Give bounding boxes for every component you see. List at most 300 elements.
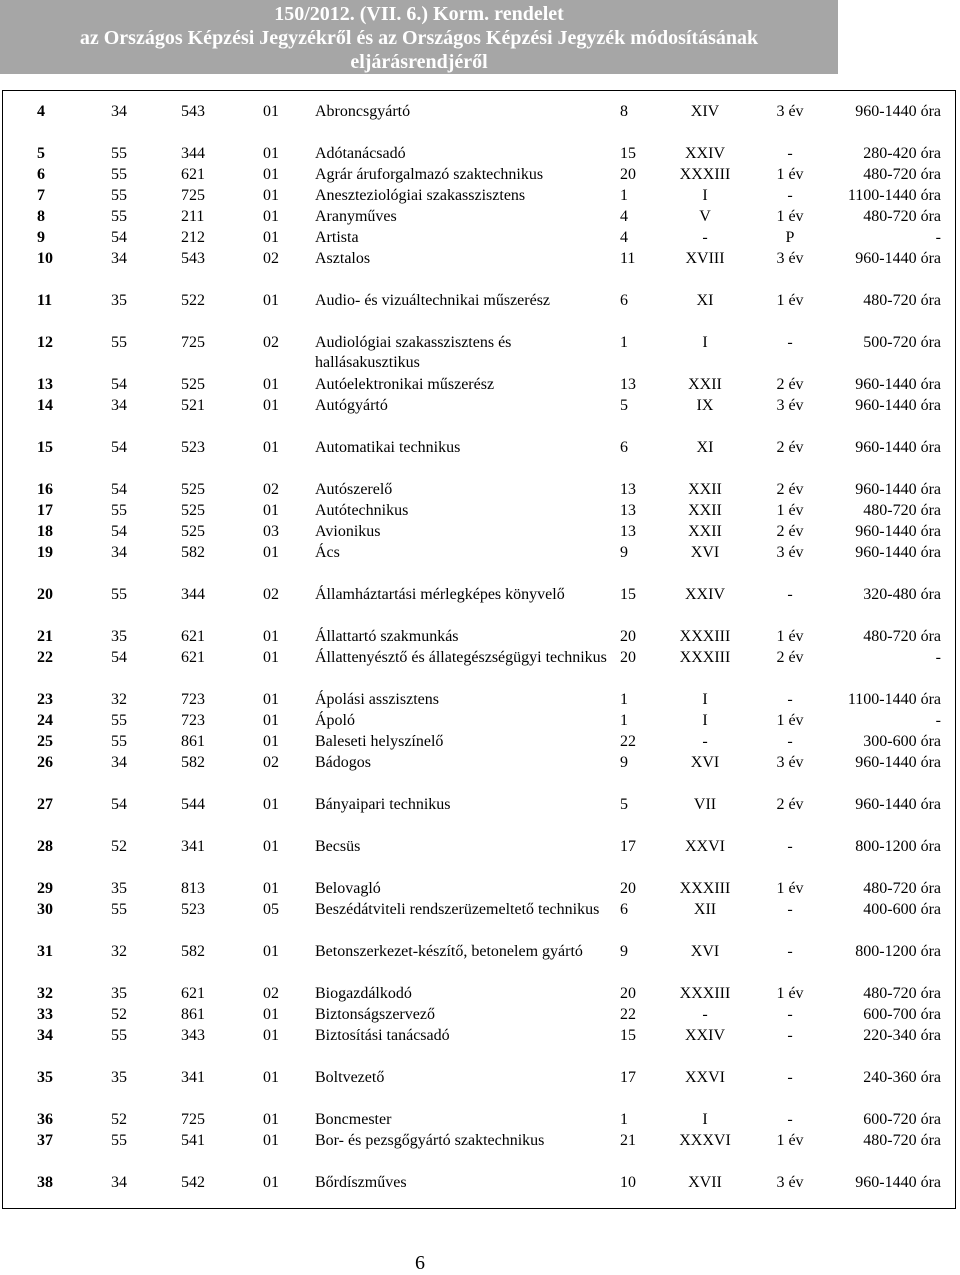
row-number: 12 <box>37 334 53 351</box>
code-part-2: 525 <box>181 481 205 498</box>
duration-cell: 3 év <box>776 754 804 771</box>
hours-cell: - <box>935 649 941 666</box>
code-part-2: 725 <box>181 1111 205 1128</box>
duration-cell: P <box>785 229 795 246</box>
hours-cell: 960-1440 óra <box>855 544 941 561</box>
duration-cell: - <box>787 733 793 750</box>
qualification-name: Agrár áruforgalmazó szaktechnikus <box>315 166 544 183</box>
group-cell: XXXIII <box>679 880 731 897</box>
duration-cell: 3 év <box>776 397 804 414</box>
group-cell: IX <box>696 397 714 414</box>
code-part-3: 01 <box>263 1174 279 1191</box>
level-cell: 20 <box>620 985 636 1002</box>
level-cell: 22 <box>620 1006 636 1023</box>
duration-cell: 1 év <box>776 880 804 897</box>
group-cell: XXII <box>688 376 722 393</box>
duration-cell: 1 év <box>776 292 804 309</box>
code-part-2: 582 <box>181 544 205 561</box>
duration-cell: 2 év <box>776 481 804 498</box>
duration-cell: - <box>787 145 793 162</box>
group-cell: XXIV <box>685 1027 725 1044</box>
qualification-name: Biogazdálkodó <box>315 985 412 1002</box>
group-cell: XXII <box>688 523 722 540</box>
code-part-2: 621 <box>181 628 205 645</box>
row-number: 30 <box>37 901 53 918</box>
code-part-3: 02 <box>263 481 279 498</box>
header-line-3: eljárásrendjéről <box>350 51 488 73</box>
code-part-2: 861 <box>181 733 205 750</box>
code-part-2: 543 <box>181 103 205 120</box>
qualification-name: Asztalos <box>315 250 371 267</box>
code-part-3: 01 <box>263 1006 279 1023</box>
header-line-1: 150/2012. (VII. 6.) Korm. rendelet <box>274 3 564 25</box>
hours-cell: 600-700 óra <box>863 1006 941 1023</box>
qualification-table <box>2 90 956 1209</box>
row-number: 6 <box>37 166 45 183</box>
code-part-2: 521 <box>181 397 205 414</box>
group-cell: - <box>702 733 708 750</box>
row-number: 9 <box>37 229 45 246</box>
level-cell: 15 <box>620 145 636 162</box>
code-part-1: 52 <box>111 1111 127 1128</box>
level-cell: 1 <box>620 1111 628 1128</box>
row-number: 7 <box>37 187 45 204</box>
code-part-2: 525 <box>181 523 205 540</box>
duration-cell: 1 év <box>776 208 804 225</box>
duration-cell: 3 év <box>776 544 804 561</box>
hours-cell: 1100-1440 óra <box>847 187 941 204</box>
duration-cell: 2 év <box>776 649 804 666</box>
level-cell: 17 <box>620 838 636 855</box>
hours-cell: 480-720 óra <box>863 208 941 225</box>
code-part-3: 01 <box>263 439 279 456</box>
code-part-3: 01 <box>263 166 279 183</box>
row-number: 13 <box>37 376 53 393</box>
level-cell: 11 <box>620 250 636 267</box>
row-number: 20 <box>37 586 53 603</box>
group-cell: XVII <box>688 1174 722 1191</box>
duration-cell: 1 év <box>776 502 804 519</box>
level-cell: 20 <box>620 628 636 645</box>
code-part-3: 05 <box>263 901 279 918</box>
code-part-3: 01 <box>263 838 279 855</box>
row-number: 4 <box>37 103 45 120</box>
group-cell: XXIV <box>685 145 725 162</box>
code-part-3: 01 <box>263 712 279 729</box>
group-cell: XI <box>696 439 714 456</box>
code-part-1: 54 <box>111 523 127 540</box>
qualification-name: Avionikus <box>315 523 381 540</box>
qualification-name: Bőrdíszműves <box>315 1174 407 1191</box>
hours-cell: 480-720 óra <box>863 292 941 309</box>
qualification-name: Belovagló <box>315 880 381 897</box>
qualification-name: Bádogos <box>315 754 371 771</box>
code-part-1: 55 <box>111 187 127 204</box>
code-part-3: 01 <box>263 397 279 414</box>
code-part-3: 01 <box>263 880 279 897</box>
code-part-1: 34 <box>111 250 127 267</box>
level-cell: 6 <box>620 292 628 309</box>
code-part-1: 32 <box>111 943 127 960</box>
hours-cell: 600-720 óra <box>863 1111 941 1128</box>
group-cell: I <box>702 1111 708 1128</box>
group-cell: I <box>702 334 708 351</box>
document-header <box>0 0 838 74</box>
row-number: 25 <box>37 733 53 750</box>
row-number: 31 <box>37 943 53 960</box>
level-cell: 20 <box>620 166 636 183</box>
hours-cell: 800-1200 óra <box>855 838 941 855</box>
group-cell: XVI <box>690 544 720 561</box>
duration-cell: 2 év <box>776 439 804 456</box>
level-cell: 4 <box>620 229 628 246</box>
qualification-name: Autógyártó <box>315 397 388 414</box>
code-part-3: 01 <box>263 103 279 120</box>
hours-cell: 480-720 óra <box>863 985 941 1002</box>
hours-cell: 480-720 óra <box>863 628 941 645</box>
hours-cell: 960-1440 óra <box>855 439 941 456</box>
group-cell: XI <box>696 292 714 309</box>
code-part-3: 01 <box>263 628 279 645</box>
group-cell: XXVI <box>685 838 725 855</box>
code-part-1: 55 <box>111 502 127 519</box>
code-part-3: 01 <box>263 649 279 666</box>
group-cell: XXII <box>688 481 722 498</box>
group-cell: I <box>702 691 708 708</box>
level-cell: 1 <box>620 712 628 729</box>
group-cell: XXXIII <box>679 166 731 183</box>
code-part-3: 01 <box>263 796 279 813</box>
code-part-3: 01 <box>263 1069 279 1086</box>
code-part-1: 34 <box>111 1174 127 1191</box>
code-part-3: 01 <box>263 943 279 960</box>
group-cell: - <box>702 1006 708 1023</box>
header-line-2: az Országos Képzési Jegyzékről és az Országos Képzési Jegyzék módosításának <box>79 27 759 49</box>
hours-cell: 480-720 óra <box>863 1132 941 1149</box>
code-part-3: 02 <box>263 250 279 267</box>
duration-cell: 1 év <box>776 628 804 645</box>
duration-cell: - <box>787 1027 793 1044</box>
hours-cell: 500-720 óra <box>863 334 941 351</box>
level-cell: 20 <box>620 880 636 897</box>
row-number: 29 <box>37 880 53 897</box>
row-number: 32 <box>37 985 53 1002</box>
qualification-name: Bor- és pezsgőgyártó szaktechnikus <box>315 1132 545 1149</box>
code-part-1: 54 <box>111 649 127 666</box>
duration-cell: - <box>787 901 793 918</box>
qualification-name: Audio- és vizuáltechnikai műszerész <box>315 292 551 309</box>
duration-cell: - <box>787 691 793 708</box>
code-part-2: 582 <box>181 754 205 771</box>
code-part-2: 725 <box>181 187 205 204</box>
code-part-3: 02 <box>263 586 279 603</box>
row-number: 38 <box>37 1174 53 1191</box>
hours-cell: 480-720 óra <box>863 502 941 519</box>
code-part-3: 02 <box>263 985 279 1002</box>
duration-cell: 1 év <box>776 712 804 729</box>
row-number: 28 <box>37 838 53 855</box>
row-number: 26 <box>37 754 53 771</box>
code-part-3: 01 <box>263 145 279 162</box>
level-cell: 9 <box>620 943 628 960</box>
group-cell: XXII <box>688 502 722 519</box>
code-part-1: 54 <box>111 439 127 456</box>
hours-cell: 960-1440 óra <box>855 796 941 813</box>
code-part-1: 35 <box>111 985 127 1002</box>
duration-cell: 3 év <box>776 250 804 267</box>
hours-cell: 320-480 óra <box>863 586 941 603</box>
duration-cell: - <box>787 838 793 855</box>
code-part-1: 55 <box>111 166 127 183</box>
qualification-name: Autótechnikus <box>315 502 409 519</box>
code-part-1: 34 <box>111 544 127 561</box>
qualification-name: Audiológiai szakasszisztens és hallásakusztikus <box>315 334 512 371</box>
group-cell: V <box>699 208 711 225</box>
level-cell: 9 <box>620 544 628 561</box>
code-part-1: 35 <box>111 880 127 897</box>
group-cell: XXXIII <box>679 985 731 1002</box>
code-part-2: 621 <box>181 985 205 1002</box>
code-part-3: 01 <box>263 376 279 393</box>
qualification-name: Biztonságszervező <box>315 1006 435 1023</box>
row-number: 15 <box>37 439 53 456</box>
group-cell: XXIV <box>685 586 725 603</box>
qualification-name: Aneszteziológiai szakasszisztens <box>315 187 526 204</box>
code-part-1: 54 <box>111 229 127 246</box>
code-part-3: 02 <box>263 754 279 771</box>
qualification-name: Ács <box>315 544 340 561</box>
code-part-1: 55 <box>111 208 127 225</box>
code-part-1: 35 <box>111 628 127 645</box>
code-part-1: 52 <box>111 838 127 855</box>
row-number: 19 <box>37 544 53 561</box>
group-cell: XII <box>693 901 717 918</box>
code-part-3: 01 <box>263 187 279 204</box>
code-part-2: 582 <box>181 943 205 960</box>
qualification-name: Boncmester <box>315 1111 392 1128</box>
code-part-2: 211 <box>181 208 205 225</box>
duration-cell: - <box>787 943 793 960</box>
group-cell: XXXVI <box>679 1132 731 1149</box>
hours-cell: 480-720 óra <box>863 880 941 897</box>
level-cell: 15 <box>620 1027 636 1044</box>
group-cell: XXXIII <box>679 649 731 666</box>
hours-cell: 960-1440 óra <box>855 481 941 498</box>
level-cell: 1 <box>620 187 628 204</box>
code-part-3: 02 <box>263 334 279 351</box>
row-number: 21 <box>37 628 53 645</box>
hours-cell: 400-600 óra <box>863 901 941 918</box>
hours-cell: 960-1440 óra <box>855 754 941 771</box>
group-cell: I <box>702 712 708 729</box>
row-number: 33 <box>37 1006 53 1023</box>
row-number: 18 <box>37 523 53 540</box>
code-part-1: 34 <box>111 754 127 771</box>
qualification-name: Ápoló <box>315 712 355 729</box>
row-number: 11 <box>37 292 53 309</box>
hours-cell: 300-600 óra <box>863 733 941 750</box>
qualification-name: Biztosítási tanácsadó <box>315 1027 450 1044</box>
code-part-1: 54 <box>111 796 127 813</box>
row-number: 17 <box>37 502 53 519</box>
code-part-3: 01 <box>263 544 279 561</box>
duration-cell: 2 év <box>776 796 804 813</box>
code-part-1: 55 <box>111 145 127 162</box>
level-cell: 20 <box>620 649 636 666</box>
code-part-2: 344 <box>181 586 205 603</box>
code-part-1: 54 <box>111 376 127 393</box>
level-cell: 22 <box>620 733 636 750</box>
code-part-2: 861 <box>181 1006 205 1023</box>
qualification-name: Baleseti helyszínelő <box>315 733 444 750</box>
qualification-name: Becsüs <box>315 838 361 855</box>
qualification-name: Autóelektronikai műszerész <box>315 376 495 393</box>
level-cell: 13 <box>620 523 636 540</box>
qualification-name: Beszédátviteli rendszerüzemeltető technikus <box>315 901 600 918</box>
code-part-2: 813 <box>181 880 205 897</box>
code-part-2: 621 <box>181 649 205 666</box>
code-part-3: 01 <box>263 292 279 309</box>
row-number: 14 <box>37 397 53 414</box>
row-number: 5 <box>37 145 45 162</box>
duration-cell: 1 év <box>776 985 804 1002</box>
code-part-2: 725 <box>181 334 205 351</box>
group-cell: I <box>702 187 708 204</box>
level-cell: 10 <box>620 1174 636 1191</box>
code-part-1: 32 <box>111 691 127 708</box>
code-part-3: 01 <box>263 691 279 708</box>
row-number: 27 <box>37 796 53 813</box>
duration-cell: - <box>787 334 793 351</box>
level-cell: 9 <box>620 754 628 771</box>
duration-cell: - <box>787 586 793 603</box>
code-part-2: 621 <box>181 166 205 183</box>
duration-cell: - <box>787 187 793 204</box>
qualification-name: Adótanácsadó <box>315 145 406 162</box>
code-part-3: 01 <box>263 733 279 750</box>
code-part-1: 34 <box>111 103 127 120</box>
group-cell: XVI <box>690 943 720 960</box>
code-part-2: 523 <box>181 439 205 456</box>
qualification-name: Ápolási asszisztens <box>315 691 439 708</box>
level-cell: 5 <box>620 397 628 414</box>
level-cell: 21 <box>620 1132 636 1149</box>
hours-cell: 220-340 óra <box>863 1027 941 1044</box>
code-part-3: 01 <box>263 1027 279 1044</box>
hours-cell: 1100-1440 óra <box>847 691 941 708</box>
group-cell: XXVI <box>685 1069 725 1086</box>
code-part-2: 344 <box>181 145 205 162</box>
qualification-name: Bányaipari technikus <box>315 796 451 813</box>
code-part-1: 55 <box>111 334 127 351</box>
code-part-1: 55 <box>111 586 127 603</box>
code-part-2: 522 <box>181 292 205 309</box>
qualification-name: Abroncsgyártó <box>315 103 411 120</box>
code-part-3: 01 <box>263 208 279 225</box>
code-part-1: 54 <box>111 481 127 498</box>
code-part-1: 55 <box>111 712 127 729</box>
level-cell: 8 <box>620 103 628 120</box>
row-number: 23 <box>37 691 53 708</box>
hours-cell: 960-1440 óra <box>855 523 941 540</box>
duration-cell: - <box>787 1069 793 1086</box>
code-part-2: 543 <box>181 250 205 267</box>
level-cell: 13 <box>620 376 636 393</box>
level-cell: 5 <box>620 796 628 813</box>
level-cell: 15 <box>620 586 636 603</box>
level-cell: 13 <box>620 502 636 519</box>
code-part-2: 541 <box>181 1132 205 1149</box>
group-cell: XXXIII <box>679 628 731 645</box>
qualification-name: Állattenyésztő és állategészségügyi technikus <box>315 649 607 666</box>
hours-cell: 960-1440 óra <box>855 250 941 267</box>
duration-cell: 2 év <box>776 523 804 540</box>
qualification-name: Betonszerkezet-készítő, betonelem gyártó <box>315 943 583 960</box>
code-part-2: 723 <box>181 712 205 729</box>
duration-cell: 1 év <box>776 166 804 183</box>
group-cell: - <box>702 229 708 246</box>
code-part-2: 544 <box>181 796 205 813</box>
duration-cell: 3 év <box>776 1174 804 1191</box>
code-part-2: 542 <box>181 1174 205 1191</box>
code-part-1: 55 <box>111 733 127 750</box>
code-part-3: 01 <box>263 502 279 519</box>
duration-cell: 3 év <box>776 103 804 120</box>
code-part-3: 01 <box>263 1132 279 1149</box>
code-part-1: 35 <box>111 292 127 309</box>
code-part-2: 341 <box>181 1069 205 1086</box>
qualification-name: Automatikai technikus <box>315 439 461 456</box>
group-cell: VII <box>693 796 717 813</box>
level-cell: 17 <box>620 1069 636 1086</box>
group-cell: XIV <box>690 103 720 120</box>
hours-cell: 240-360 óra <box>863 1069 941 1086</box>
level-cell: 6 <box>620 439 628 456</box>
code-part-2: 523 <box>181 901 205 918</box>
duration-cell: 2 év <box>776 376 804 393</box>
hours-cell: 960-1440 óra <box>855 1174 941 1191</box>
code-part-1: 55 <box>111 1132 127 1149</box>
row-number: 24 <box>37 712 53 729</box>
row-number: 35 <box>37 1069 53 1086</box>
code-part-2: 723 <box>181 691 205 708</box>
group-cell: XVIII <box>685 250 725 267</box>
code-part-1: 55 <box>111 901 127 918</box>
hours-cell: 960-1440 óra <box>855 397 941 414</box>
qualification-name: Boltvezető <box>315 1069 385 1086</box>
duration-cell: - <box>787 1006 793 1023</box>
hours-cell: 800-1200 óra <box>855 943 941 960</box>
qualification-name: Artista <box>315 229 359 246</box>
code-part-3: 03 <box>263 523 279 540</box>
code-part-2: 341 <box>181 838 205 855</box>
code-part-2: 525 <box>181 502 205 519</box>
duration-cell: 1 év <box>776 1132 804 1149</box>
hours-cell: - <box>935 712 941 729</box>
code-part-3: 01 <box>263 1111 279 1128</box>
hours-cell: 960-1440 óra <box>855 103 941 120</box>
row-number: 10 <box>37 250 53 267</box>
hours-cell: 960-1440 óra <box>855 376 941 393</box>
code-part-2: 525 <box>181 376 205 393</box>
qualification-name: Állattartó szakmunkás <box>315 628 459 645</box>
row-number: 37 <box>37 1132 53 1149</box>
row-number: 16 <box>37 481 53 498</box>
code-part-1: 52 <box>111 1006 127 1023</box>
qualification-name: Autószerelő <box>315 481 393 498</box>
code-part-1: 55 <box>111 1027 127 1044</box>
level-cell: 4 <box>620 208 628 225</box>
